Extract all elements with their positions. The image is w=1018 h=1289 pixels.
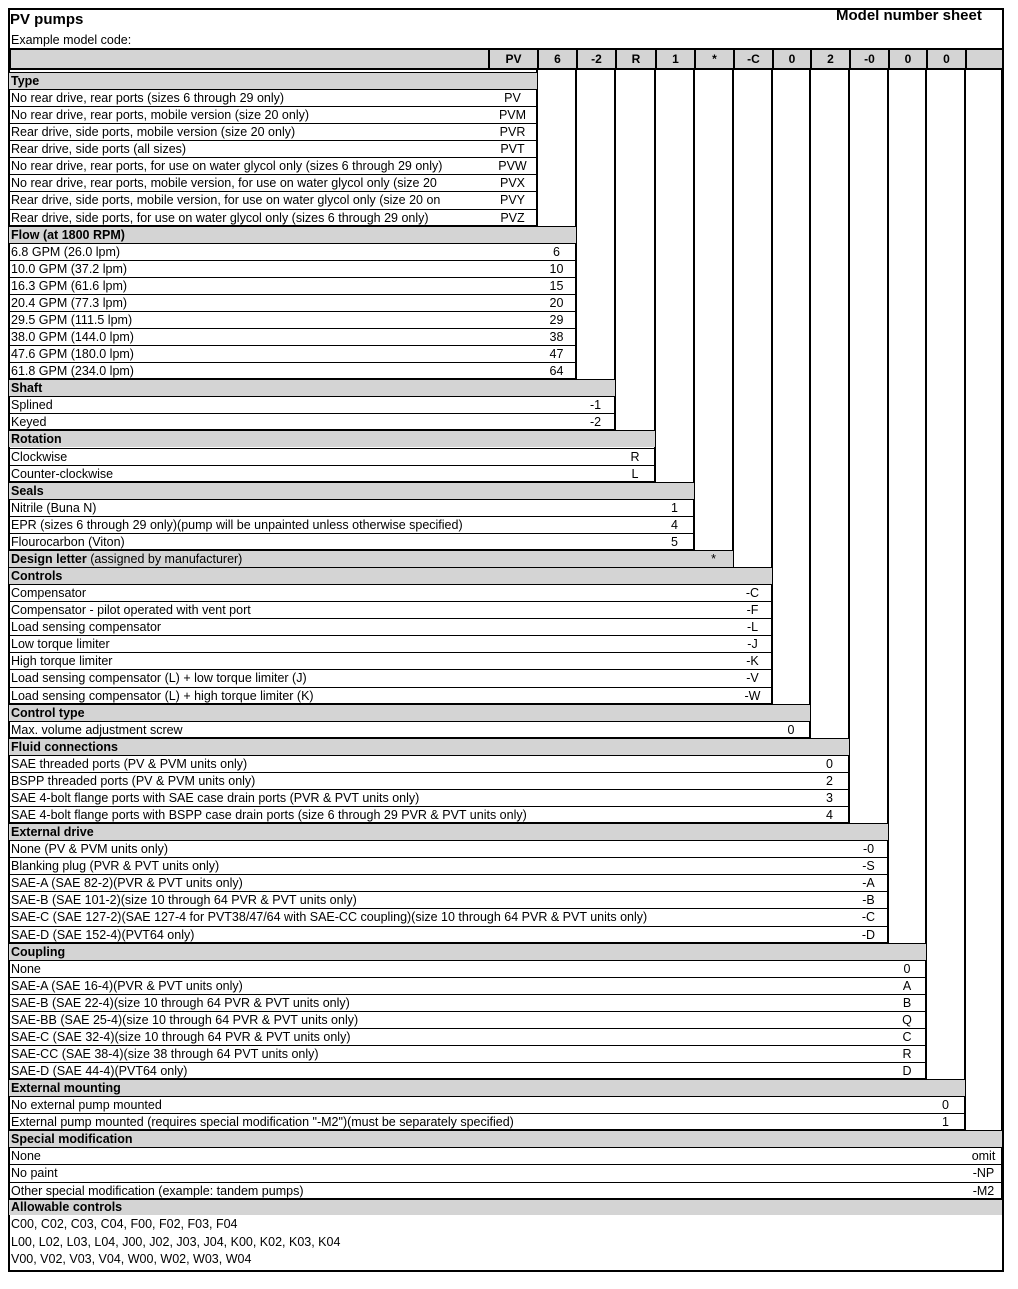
option-code: -1 <box>589 398 602 413</box>
option-row <box>9 1045 926 1062</box>
option-code: PVR <box>499 125 526 140</box>
option-code: -L <box>746 620 759 635</box>
option-row <box>9 1182 1002 1199</box>
code-cell-11: 0 <box>888 48 928 70</box>
option-description: Load sensing compensator (L) + high torque limiter (K) <box>11 688 314 703</box>
section-heading <box>9 823 888 840</box>
option-description: No rear drive, rear ports (sizes 6 through 29 only) <box>11 91 285 106</box>
section-heading-text: Shaft <box>11 381 43 396</box>
option-code: PVM <box>498 108 527 123</box>
allowable-controls-heading: Allowable controls <box>9 1198 1002 1215</box>
option-code: 1 <box>671 500 678 515</box>
option-description: Max. volume adjustment screw <box>11 722 183 737</box>
option-row <box>9 140 537 157</box>
option-description: No rear drive, rear ports, mobile version (size 20 only) <box>11 108 310 123</box>
option-description: None <box>11 1149 41 1164</box>
option-description: 47.6 GPM (180.0 lpm) <box>11 347 134 362</box>
option-code: 0 <box>787 722 795 737</box>
option-description: External pump mounted (requires special modification "-M2")(must be separately specified) <box>11 1115 514 1130</box>
section-heading-note: (assigned by manufacturer) <box>86 551 243 566</box>
section-heading-text: Special modification <box>11 1132 133 1147</box>
option-description: 38.0 GPM (144.0 lpm) <box>11 330 134 345</box>
option-description: SAE-C (SAE 127-2)(SAE 127-4 for PVT38/47/64 with SAE-CC coupling)(size 10 through 64 PVR & PVT units only) <box>11 910 648 925</box>
option-description: 16.3 GPM (61.6 lpm) <box>11 278 128 293</box>
option-row <box>9 1113 965 1130</box>
option-row <box>9 123 537 140</box>
option-row <box>9 789 849 806</box>
option-code: 47 <box>549 347 564 362</box>
option-row <box>9 465 655 482</box>
option-description: SAE 4-bolt flange ports with BSPP case drain ports (size 6 through 29 PVR & PVT units only) <box>11 808 527 822</box>
option-row <box>9 687 772 704</box>
option-code: 64 <box>549 364 564 379</box>
option-code: 3 <box>826 790 833 805</box>
option-row <box>9 1164 1002 1181</box>
option-row <box>9 243 576 260</box>
section-heading <box>9 1130 1002 1147</box>
code-cell-7: -C <box>733 48 774 70</box>
section-heading <box>9 943 926 960</box>
option-code: R <box>902 1046 912 1061</box>
option-code: PVW <box>498 159 527 174</box>
option-description: Compensator <box>11 586 87 601</box>
option-description: Compensator - pilot operated with vent port <box>11 603 251 618</box>
option-row <box>9 413 615 430</box>
option-row <box>9 191 537 208</box>
option-description: SAE-A (SAE 16-4)(PVR & PVT units only) <box>11 978 243 993</box>
section-heading <box>9 482 694 499</box>
option-code: 0 <box>826 756 833 771</box>
option-row <box>9 345 576 362</box>
option-description: SAE-B (SAE 22-4)(size 10 through 64 PVR & PVT units only) <box>11 995 350 1010</box>
section-heading-text: Controls <box>11 569 63 584</box>
option-code: 0 <box>942 1098 949 1113</box>
option-code: 4 <box>671 517 678 532</box>
section-heading <box>9 567 772 584</box>
option-row <box>9 209 537 226</box>
section-heading-text: External mounting <box>11 1081 121 1096</box>
code-cell-6: * <box>694 48 735 70</box>
page-title: PV pumps <box>10 11 84 28</box>
option-row <box>9 1011 926 1028</box>
option-row <box>9 635 772 652</box>
allowable-controls-line: V00, V02, V03, V04, W00, W02, W03, W04 <box>11 1252 252 1266</box>
option-description: 20.4 GPM (77.3 lpm) <box>11 295 128 310</box>
option-description: Rear drive, side ports, mobile version (size 20 only) <box>11 125 296 140</box>
option-code: -S <box>862 859 875 874</box>
option-description: SAE-D (SAE 44-4)(PVT64 only) <box>11 1064 188 1079</box>
section-heading-text: Control type <box>11 705 85 720</box>
code-cell-2: 6 <box>537 48 578 70</box>
option-row <box>9 311 576 328</box>
option-row <box>9 89 537 106</box>
code-cell-3: -2 <box>576 48 617 70</box>
option-code: * <box>711 551 716 566</box>
option-code: 10 <box>549 261 564 276</box>
section-heading-text: Rotation <box>11 432 62 447</box>
section-heading-text: Design letter <box>11 551 87 566</box>
option-code: 15 <box>549 278 564 293</box>
option-description: Clockwise <box>11 449 68 464</box>
option-description: SAE-C (SAE 32-4)(size 10 through 64 PVR & PVT units only) <box>11 1029 351 1044</box>
option-row <box>9 277 576 294</box>
option-code: 20 <box>549 295 564 310</box>
option-code: 29 <box>549 312 564 327</box>
option-row <box>9 857 888 874</box>
option-description: Counter-clockwise <box>11 466 114 481</box>
option-code: 2 <box>826 773 833 788</box>
option-code: -2 <box>589 415 602 430</box>
option-code: R <box>630 449 640 464</box>
option-row <box>9 106 537 123</box>
section-heading-text: Fluid connections <box>11 739 118 754</box>
code-cell-8: 0 <box>772 48 812 70</box>
allowable-controls-line: L00, L02, L03, L04, J00, J02, J03, J04, K00, K02, K03, K04 <box>11 1235 341 1249</box>
option-code: -D <box>861 927 876 942</box>
option-row <box>9 1062 926 1079</box>
option-code: PVT <box>500 142 525 157</box>
option-row <box>9 328 576 345</box>
option-description: SAE-B (SAE 101-2)(size 10 through 64 PVR & PVT units only) <box>11 893 357 908</box>
option-code: -A <box>862 876 875 891</box>
option-code: -W <box>744 688 761 703</box>
section-heading <box>9 550 733 567</box>
option-code: PVX <box>499 176 525 191</box>
option-description: None (PV & PVM units only) <box>11 842 169 857</box>
option-row <box>9 908 888 925</box>
option-row <box>9 157 537 174</box>
option-code: -NP <box>972 1166 995 1181</box>
option-code: Q <box>902 1012 912 1027</box>
option-row <box>9 891 888 908</box>
option-code: L <box>631 466 639 481</box>
option-code: PV <box>504 91 521 106</box>
option-row <box>9 721 810 738</box>
option-description: Rear drive, side ports, for use on water glycol only (sizes 6 through 29 only) <box>11 210 429 225</box>
option-description: Blanking plug (PVR & PVT units only) <box>11 859 220 874</box>
option-row <box>9 652 772 669</box>
option-description: Low torque limiter <box>11 637 110 652</box>
option-description: Keyed <box>11 415 47 430</box>
option-description: Splined <box>11 398 53 413</box>
option-code: PVY <box>499 193 525 208</box>
option-row <box>9 601 772 618</box>
example-label: Example model code: <box>11 33 132 47</box>
option-row <box>9 362 576 379</box>
option-code: -B <box>862 893 875 908</box>
option-description: None <box>11 961 41 976</box>
option-description: Nitrile (Buna N) <box>11 500 97 515</box>
section-heading <box>9 704 810 721</box>
option-description: No rear drive, rear ports, mobile version, for use on water glycol only (size 20 <box>11 176 437 191</box>
section-heading <box>9 72 537 89</box>
option-code: C <box>902 1029 912 1044</box>
option-code: omit <box>971 1149 996 1164</box>
option-row <box>9 396 615 413</box>
option-description: 10.0 GPM (37.2 lpm) <box>11 261 128 276</box>
section-heading-text: Coupling <box>11 944 66 959</box>
section-heading-text: Type <box>11 74 40 88</box>
option-code: 6 <box>553 244 560 259</box>
option-code: 38 <box>549 330 564 345</box>
code-cell-5: 1 <box>655 48 696 70</box>
option-description: Load sensing compensator (L) + low torque limiter (J) <box>11 671 307 686</box>
option-description: No external pump mounted <box>11 1098 162 1113</box>
option-row <box>9 294 576 311</box>
option-row <box>9 260 576 277</box>
option-code: -F <box>746 603 759 618</box>
option-description: SAE threaded ports (PV & PVM units only) <box>11 756 248 771</box>
option-row <box>9 584 772 601</box>
code-cell-1: PV <box>488 48 539 70</box>
option-description: Flourocarbon (Viton) <box>11 534 125 549</box>
option-code: 4 <box>826 808 833 822</box>
option-code: -J <box>747 637 758 652</box>
option-row <box>9 174 537 191</box>
option-code: -K <box>746 654 759 669</box>
option-description: EPR (sizes 6 through 29 only)(pump will be unpainted unless otherwise specified) <box>11 517 463 532</box>
option-row <box>9 806 849 823</box>
code-cell-12: 0 <box>926 48 967 70</box>
option-description: 29.5 GPM (111.5 lpm) <box>11 312 133 327</box>
option-description: 61.8 GPM (234.0 lpm) <box>11 364 134 379</box>
option-code: -C <box>861 910 876 925</box>
option-description: Load sensing compensator <box>11 620 162 635</box>
option-row <box>9 1096 965 1113</box>
option-description: Rear drive, side ports, mobile version, for use on water glycol only (size 20 on <box>11 193 441 208</box>
section-heading <box>9 430 655 447</box>
section-heading <box>9 1079 965 1096</box>
section-heading <box>9 226 576 243</box>
section-heading-text: Seals <box>11 483 44 498</box>
code-cell-13 <box>965 48 1004 70</box>
option-row <box>9 1147 1002 1164</box>
option-description: SAE-A (SAE 82-2)(PVR & PVT units only) <box>11 876 243 891</box>
option-row <box>9 499 694 516</box>
option-code: -V <box>746 671 759 686</box>
option-code: 1 <box>942 1115 949 1130</box>
option-code: 5 <box>671 534 678 549</box>
option-row <box>9 994 926 1011</box>
option-code: 0 <box>903 961 911 976</box>
option-code: D <box>902 1064 912 1079</box>
option-description: No paint <box>11 1166 58 1181</box>
option-row <box>9 516 694 533</box>
option-description: SAE-BB (SAE 25-4)(size 10 through 64 PVR & PVT units only) <box>11 1012 359 1027</box>
sheet-label: Model number sheet <box>836 7 982 24</box>
option-code: -0 <box>862 842 875 857</box>
option-code: -M2 <box>972 1183 995 1198</box>
option-row <box>9 926 888 943</box>
option-row <box>9 874 888 891</box>
option-code: B <box>902 995 912 1010</box>
option-row <box>9 533 694 550</box>
option-row <box>9 755 849 772</box>
option-row <box>9 840 888 857</box>
option-row <box>9 448 655 465</box>
option-description: SAE-D (SAE 152-4)(PVT64 only) <box>11 927 195 942</box>
code-cell-9: 2 <box>810 48 851 70</box>
section-heading-text: Flow (at 1800 RPM) <box>11 227 125 242</box>
section-heading <box>9 738 849 755</box>
option-description: SAE-CC (SAE 38-4)(size 38 through 64 PVT units only) <box>11 1046 319 1061</box>
code-cell-4: R <box>615 48 657 70</box>
option-description: High torque limiter <box>11 654 113 669</box>
allowable-controls-line: C00, C02, C03, C04, F00, F02, F03, F04 <box>11 1217 238 1231</box>
option-row <box>9 669 772 686</box>
option-row <box>9 960 926 977</box>
option-description: No rear drive, rear ports, for use on water glycol only (sizes 6 through 29 only) <box>11 159 443 174</box>
option-row <box>9 772 849 789</box>
option-description: Other special modification (example: tandem pumps) <box>11 1183 304 1198</box>
option-code: -C <box>745 586 760 601</box>
section-heading-text: External drive <box>11 825 94 840</box>
option-description: BSPP threaded ports (PV & PVM units only) <box>11 773 256 788</box>
option-code: A <box>902 978 912 993</box>
option-row <box>9 977 926 994</box>
section-heading <box>9 379 615 396</box>
option-description: SAE 4-bolt flange ports with SAE case drain ports (PVR & PVT units only) <box>11 790 420 805</box>
option-row <box>9 1028 926 1045</box>
option-code: PVZ <box>500 210 525 225</box>
option-row <box>9 618 772 635</box>
code-cell-10: -0 <box>849 48 890 70</box>
option-description: Rear drive, side ports (all sizes) <box>11 142 187 157</box>
option-description: 6.8 GPM (26.0 lpm) <box>11 244 121 259</box>
